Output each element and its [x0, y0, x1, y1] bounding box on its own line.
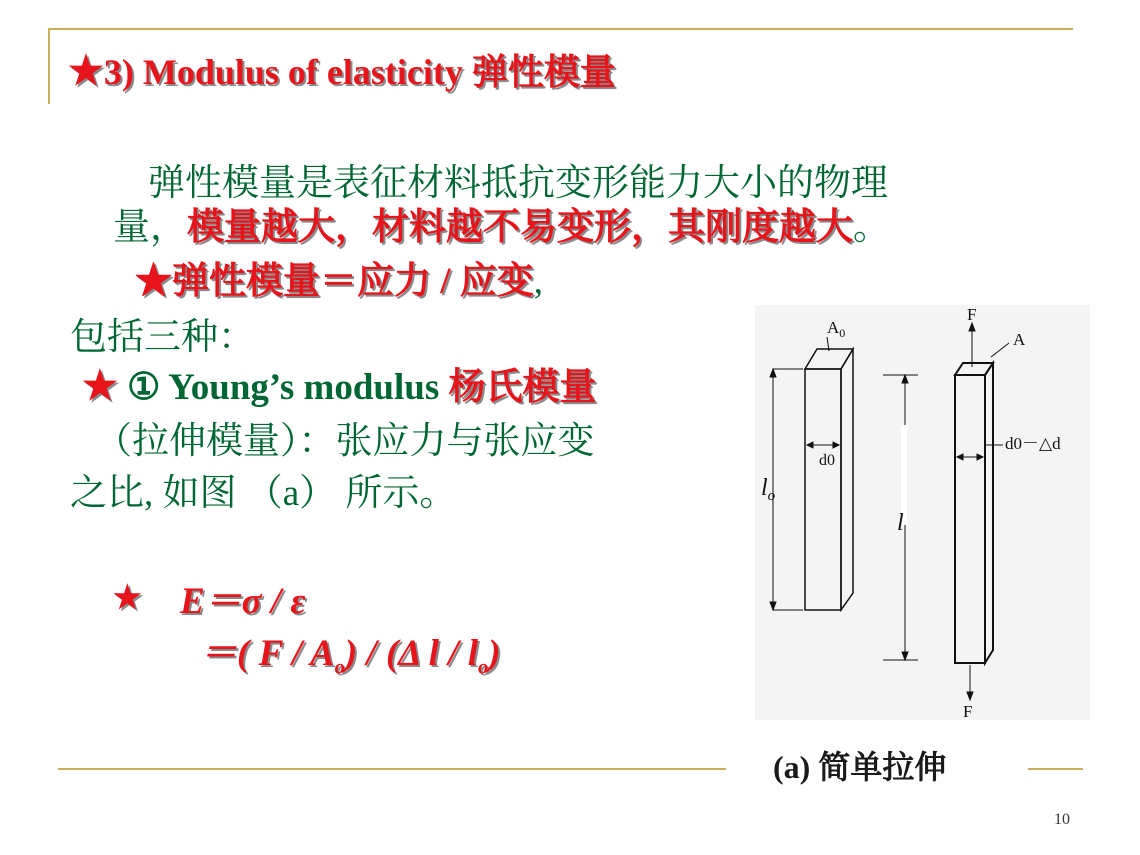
bottom-rule-right	[1028, 768, 1083, 770]
eq-sub-l0: o	[478, 656, 489, 679]
eq-l0: l	[467, 633, 479, 674]
label-a: A	[1013, 330, 1026, 349]
young-line2: （拉伸模量）：张应力与张应变	[95, 419, 595, 462]
young-star-icon: ★	[82, 363, 118, 408]
label-d0: d0	[819, 452, 835, 469]
page-number: 10	[1054, 811, 1070, 828]
left-accent-rule	[48, 28, 50, 104]
force-arrows	[967, 323, 975, 700]
para1-line2	[113, 196, 890, 250]
stretched-specimen	[955, 363, 993, 663]
para1-line1: 弹性模量是表征材料抵抗变形能力大小的物理	[148, 161, 888, 204]
young-line3: 之比, 如图 （a） 所示。	[70, 473, 457, 514]
label-f-bottom: F	[963, 702, 973, 720]
para1-emphasis: 模量越大，材料越不易变形，其刚度越大	[187, 204, 853, 248]
bottom-rule-left	[58, 768, 726, 770]
slide-title	[68, 44, 616, 95]
label-d0-delta: d0－△d	[1005, 434, 1061, 453]
eq-part-a: ＝( F / A	[200, 633, 335, 674]
d0-dimension	[807, 442, 839, 448]
para1-line2-start: 量，	[113, 205, 187, 248]
equation-star-icon: ★	[113, 578, 142, 616]
figure-caption: (a) 简单拉伸	[773, 749, 947, 785]
title-star-icon: ★	[68, 48, 104, 93]
modulus-definition	[135, 250, 543, 304]
tension-diagram	[755, 305, 1090, 720]
label-f-top: F	[967, 305, 977, 324]
label-l0: $l_o$	[761, 475, 776, 504]
young-modulus-heading	[82, 356, 597, 410]
eq-part-c: /	[438, 633, 468, 674]
para1-line2-end: 。	[853, 205, 890, 248]
young-label: ① Young’s modulus	[127, 367, 440, 408]
original-specimen	[805, 349, 853, 610]
label-l: l	[897, 510, 904, 536]
title-text: 3) Modulus of elasticity 弹性模量	[103, 52, 616, 92]
modulus-definition-suffix: ,	[533, 261, 544, 302]
equation-line1: E＝σ / ε	[180, 581, 306, 622]
eq-part-b: ) / (Δ	[344, 633, 420, 674]
top-rule	[48, 28, 1073, 30]
d0-delta-dimension	[957, 445, 1003, 460]
eq-part-d: )	[488, 633, 501, 674]
equation-line2	[200, 622, 501, 679]
eq-sub-a0: o	[334, 656, 345, 679]
types-intro: 包括三种：	[70, 315, 255, 358]
label-a0: $A_0$	[827, 318, 846, 340]
young-cn: 杨氏模量	[448, 367, 597, 408]
a-leader	[991, 343, 1009, 357]
tension-figure	[755, 305, 1090, 720]
modulus-definition-text: ★弹性模量＝应力 / 应变	[135, 261, 534, 302]
eq-l: l	[428, 633, 439, 674]
